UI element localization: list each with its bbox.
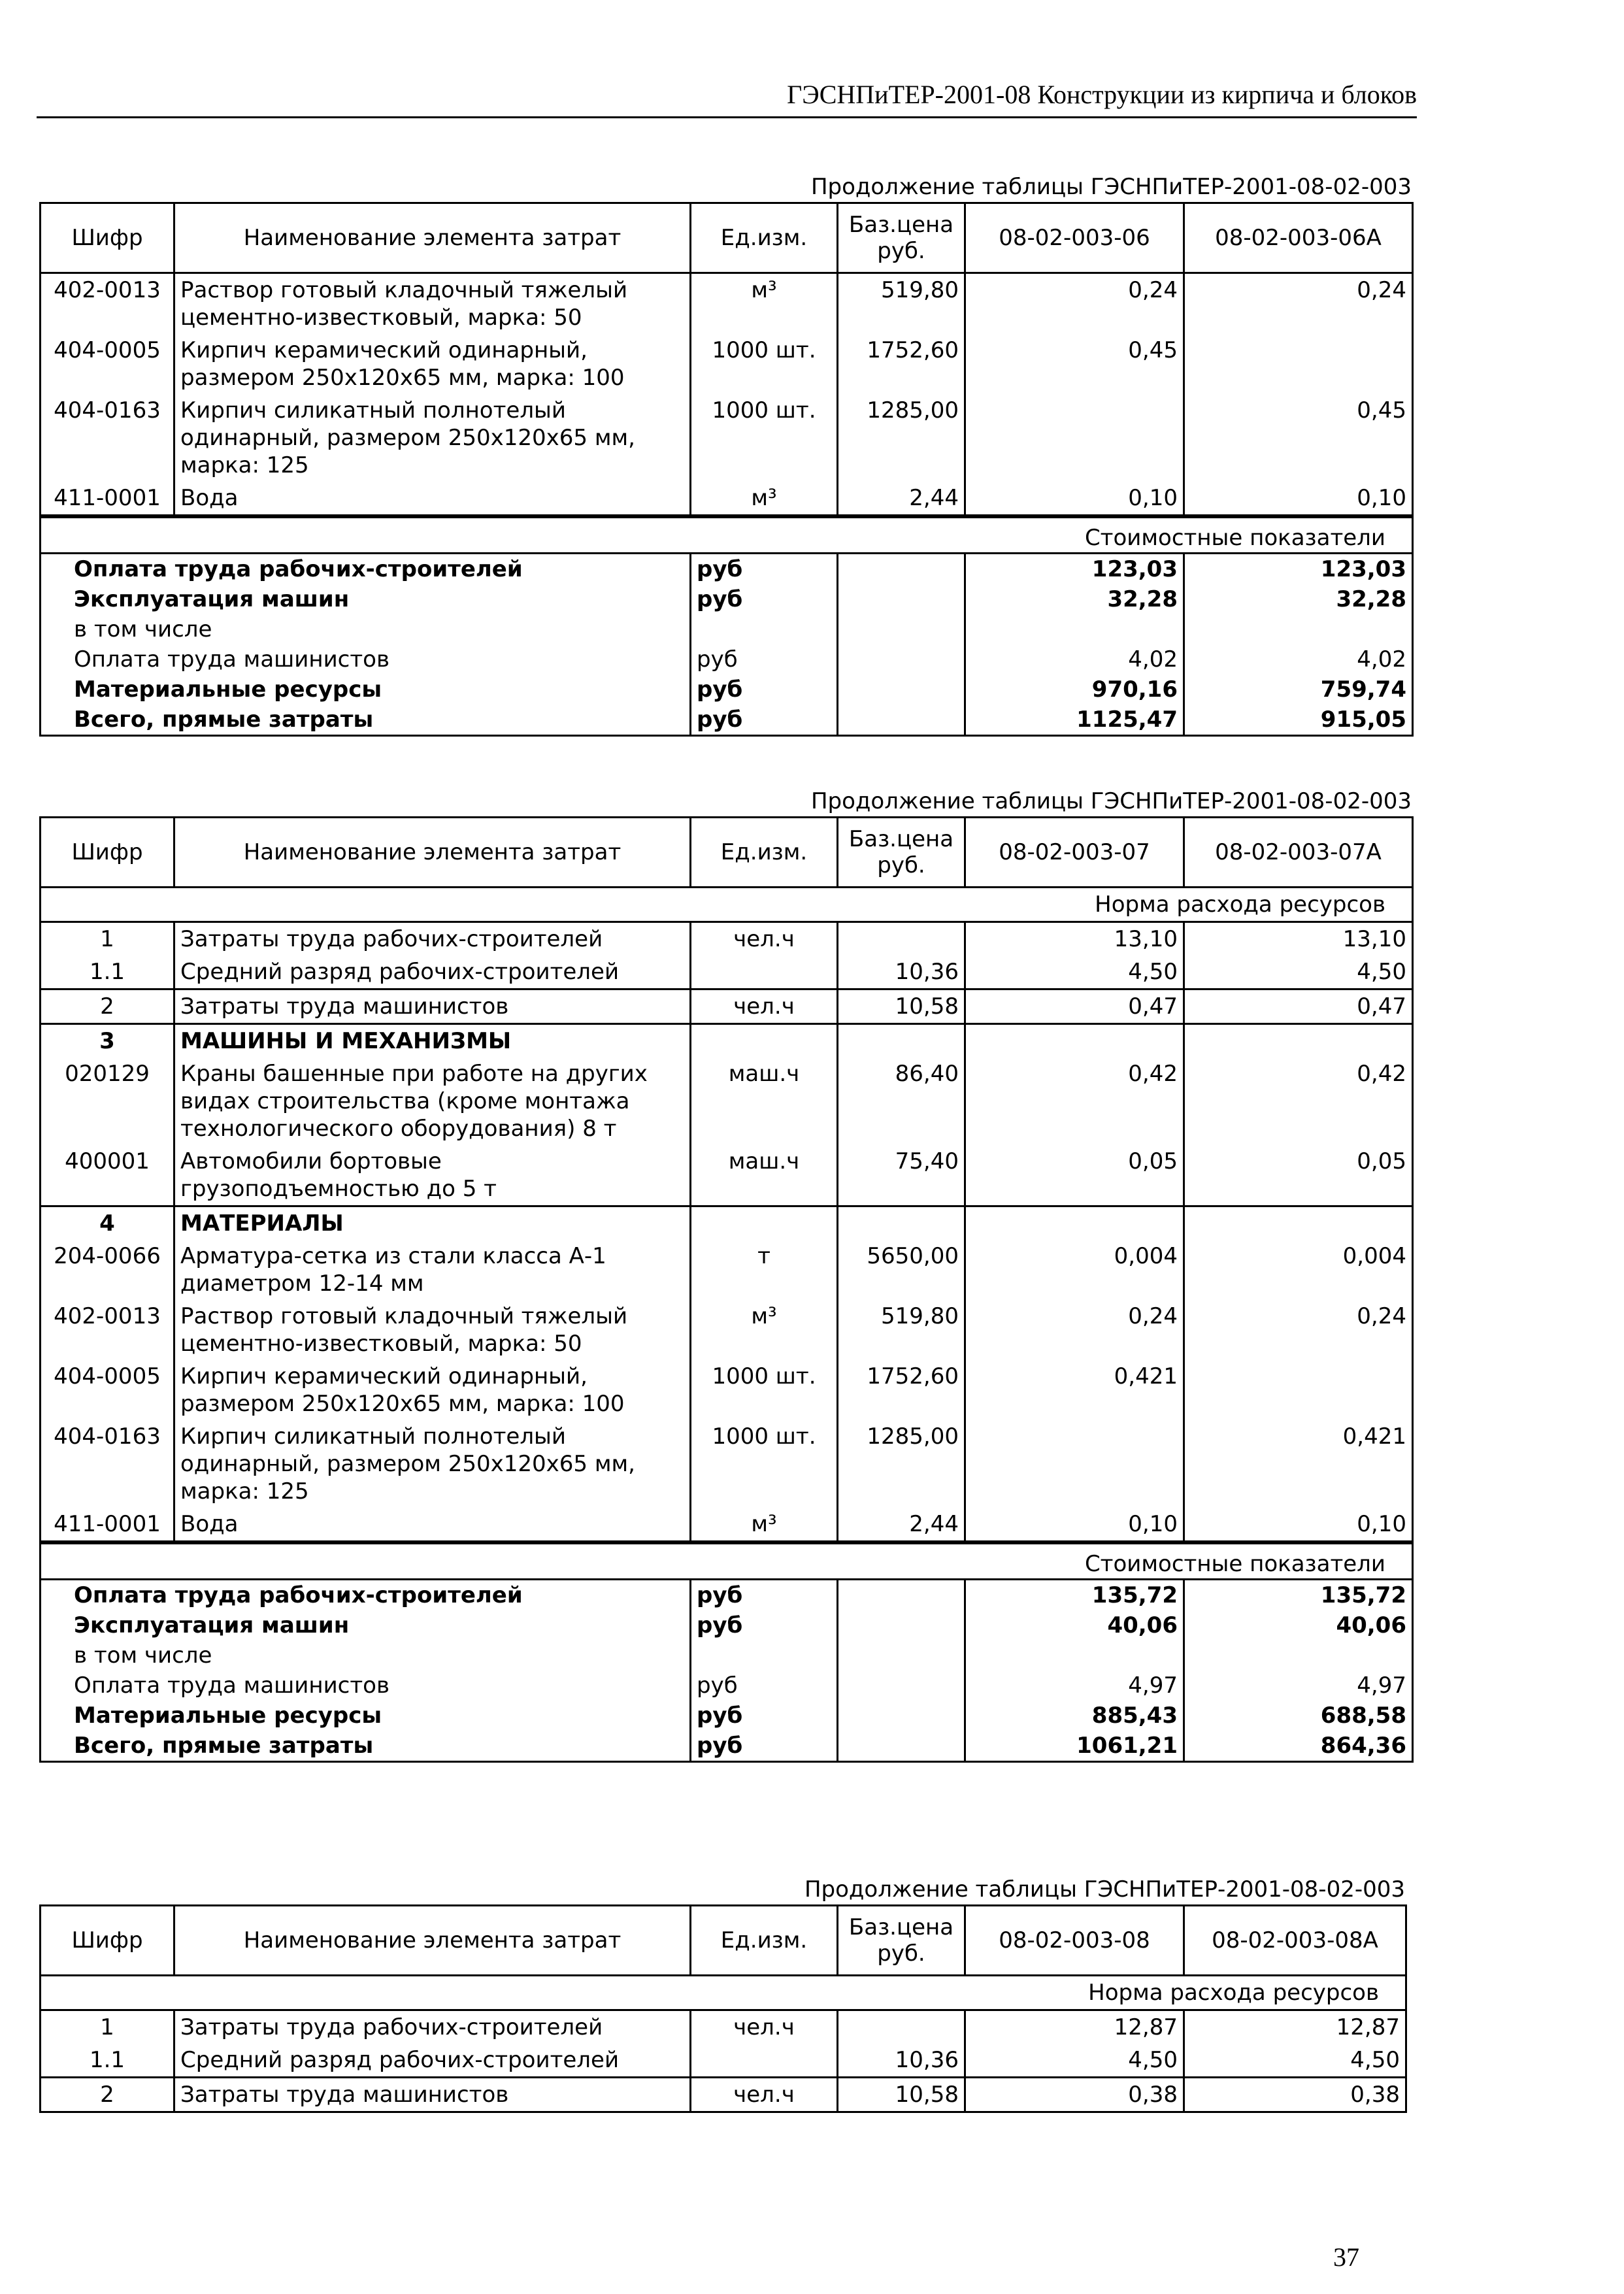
cell-unit: 1000 шт. xyxy=(691,334,838,394)
totals-price-empty xyxy=(838,644,965,674)
cell-price: 519,80 xyxy=(838,1300,965,1360)
cell-price: 10,36 xyxy=(838,2044,965,2078)
table-1-totals xyxy=(39,516,1414,737)
cell-code: 404-0163 xyxy=(41,394,174,482)
cell-code: 1 xyxy=(41,922,174,956)
cell-price: 86,40 xyxy=(838,1057,965,1145)
cell-price: 10,58 xyxy=(838,2078,965,2112)
cell-code: 1.1 xyxy=(41,2044,174,2078)
totals-price-empty xyxy=(838,674,965,705)
cell-name: Кирпич силикатный полнотелый одинарный, размером 250х120х65 мм, марка: 125 xyxy=(174,394,691,482)
totals-price-empty xyxy=(838,1731,965,1762)
cell-b: 13,10 xyxy=(1184,922,1413,956)
totals-label: Оплата труда машинистов xyxy=(74,646,390,673)
totals-price-empty xyxy=(838,705,965,736)
cell-price: 519,80 xyxy=(838,273,965,335)
page-header: ГЭСНПиТЕР-2001-08 Конструкции из кирпича и блоков xyxy=(37,78,1417,118)
totals-a: 885,43 xyxy=(965,1701,1184,1731)
cell-name: Вода xyxy=(174,1508,691,1542)
table-row xyxy=(41,1300,1413,1360)
page-number: 37 xyxy=(1333,2242,1359,2272)
totals-label: Материальные ресурсы xyxy=(74,676,382,703)
totals-unit xyxy=(691,1640,838,1671)
table-row xyxy=(41,482,1413,516)
cell-price xyxy=(838,922,965,956)
col-a-header: 08-02-003-07 xyxy=(965,818,1184,888)
cell-unit: м³ xyxy=(691,1300,838,1360)
table-caption: Продолжение таблицы ГЭСНПиТЕР-2001-08-02-003 xyxy=(804,1876,1405,1903)
totals-row xyxy=(41,1580,1413,1611)
totals-b: 915,05 xyxy=(1184,705,1413,736)
totals-row xyxy=(41,674,1413,705)
cell-price: 10,58 xyxy=(838,989,965,1024)
cell-b xyxy=(1184,1360,1413,1420)
cell-price: 1752,60 xyxy=(838,334,965,394)
cell-unit: 1000 шт. xyxy=(691,394,838,482)
cell-price: 1285,00 xyxy=(838,394,965,482)
cell-a: 13,10 xyxy=(965,922,1184,956)
col-a-header: 08-02-003-06 xyxy=(965,203,1184,273)
cell-b: 0,47 xyxy=(1184,989,1413,1024)
totals-b xyxy=(1184,614,1413,644)
table-row xyxy=(41,1240,1413,1300)
totals-unit: руб xyxy=(691,1731,838,1762)
cell-unit xyxy=(691,1206,838,1240)
cell-name: Кирпич керамический одинарный, размером 250х120х65 мм, марка: 100 xyxy=(174,334,691,394)
cell-unit: чел.ч xyxy=(691,2078,838,2112)
totals-a: 32,28 xyxy=(965,584,1184,614)
table-row xyxy=(41,1360,1413,1420)
table-2-grid xyxy=(39,816,1414,1542)
cell-a: 4,50 xyxy=(965,956,1184,989)
resource-table-3 xyxy=(39,1876,1405,2113)
totals-unit: руб xyxy=(691,644,838,674)
cell-b: 0,24 xyxy=(1184,273,1413,335)
cell-b xyxy=(1184,1206,1413,1240)
table-row xyxy=(41,2010,1406,2044)
cell-a: 0,42 xyxy=(965,1057,1184,1145)
col-price-header: Баз.цена руб. xyxy=(838,203,965,273)
cell-b: 0,38 xyxy=(1184,2078,1406,2112)
cell-code: 404-0163 xyxy=(41,1420,174,1508)
cell-unit: чел.ч xyxy=(691,2010,838,2044)
totals-a: 1125,47 xyxy=(965,705,1184,736)
col-b-header: 08-02-003-08А xyxy=(1184,1906,1406,1976)
table-row xyxy=(41,989,1413,1024)
totals-b xyxy=(1184,1640,1413,1671)
table-caption: Продолжение таблицы ГЭСНПиТЕР-2001-08-02-003 xyxy=(810,174,1412,200)
totals-b: 4,97 xyxy=(1184,1671,1413,1701)
cell-price: 75,40 xyxy=(838,1145,965,1206)
cell-b: 0,24 xyxy=(1184,1300,1413,1360)
cell-a: 0,004 xyxy=(965,1240,1184,1300)
cell-name: Арматура-сетка из стали класса А-1 диаметром 12-14 мм xyxy=(174,1240,691,1300)
totals-price-empty xyxy=(838,584,965,614)
totals-b: 4,02 xyxy=(1184,644,1413,674)
cell-a: 0,421 xyxy=(965,1360,1184,1420)
cell-a xyxy=(965,394,1184,482)
cell-code: 204-0066 xyxy=(41,1240,174,1300)
resource-table-2 xyxy=(39,788,1412,1763)
cell-name: Кирпич силикатный полнотелый одинарный, размером 250х120х65 мм, марка: 125 xyxy=(174,1420,691,1508)
totals-a xyxy=(965,1640,1184,1671)
cell-code: 3 xyxy=(41,1024,174,1058)
cell-a xyxy=(965,1420,1184,1508)
table-caption: Продолжение таблицы ГЭСНПиТЕР-2001-08-02-003 xyxy=(810,788,1412,814)
totals-price-empty xyxy=(838,1701,965,1731)
totals-price-empty xyxy=(838,614,965,644)
cell-unit xyxy=(691,956,838,989)
col-unit-header: Ед.изм. xyxy=(691,1906,838,1976)
totals-unit: руб xyxy=(691,705,838,736)
cell-b: 4,50 xyxy=(1184,2044,1406,2078)
resource-table-1 xyxy=(39,173,1412,737)
cell-code: 020129 xyxy=(41,1057,174,1145)
cell-a: 4,50 xyxy=(965,2044,1184,2078)
totals-unit: руб xyxy=(691,1671,838,1701)
cell-price: 5650,00 xyxy=(838,1240,965,1300)
cell-b: 0,004 xyxy=(1184,1240,1413,1300)
totals-price-empty xyxy=(838,1671,965,1701)
totals-label: Эксплуатация машин xyxy=(74,1612,350,1638)
totals-row xyxy=(41,1671,1413,1701)
table-row xyxy=(41,1508,1413,1542)
cell-price: 1752,60 xyxy=(838,1360,965,1420)
cell-b: 0,10 xyxy=(1184,1508,1413,1542)
col-code-header: Шифр xyxy=(41,1906,174,1976)
cell-code: 404-0005 xyxy=(41,334,174,394)
totals-a xyxy=(965,614,1184,644)
totals-label: Оплата труда рабочих-строителей xyxy=(41,554,691,585)
totals-b: 32,28 xyxy=(1184,584,1413,614)
col-code-header: Шифр xyxy=(41,203,174,273)
cell-name: Автомобили бортовые грузоподъемностью до 5 т xyxy=(174,1145,691,1206)
totals-row xyxy=(41,644,1413,674)
totals-row xyxy=(41,1701,1413,1731)
totals-label: Материальные ресурсы xyxy=(74,1703,382,1729)
col-unit-header: Ед.изм. xyxy=(691,203,838,273)
cell-code: 1.1 xyxy=(41,956,174,989)
table-row xyxy=(41,1057,1413,1145)
cell-unit: маш.ч xyxy=(691,1057,838,1145)
cell-unit: м³ xyxy=(691,482,838,516)
cell-name: Вода xyxy=(174,482,691,516)
cell-a: 0,47 xyxy=(965,989,1184,1024)
cell-unit: 1000 шт. xyxy=(691,1360,838,1420)
totals-a: 40,06 xyxy=(965,1610,1184,1640)
totals-unit xyxy=(691,614,838,644)
cell-a: 0,24 xyxy=(965,1300,1184,1360)
cell-a: 0,10 xyxy=(965,482,1184,516)
totals-row xyxy=(41,554,1413,585)
cell-b: 0,421 xyxy=(1184,1420,1413,1508)
table-row xyxy=(41,1206,1413,1240)
table-row xyxy=(41,1024,1413,1058)
table-row xyxy=(41,334,1413,394)
cell-a: 0,24 xyxy=(965,273,1184,335)
totals-unit: руб xyxy=(691,1701,838,1731)
totals-a: 4,02 xyxy=(965,644,1184,674)
cell-code: 411-0001 xyxy=(41,1508,174,1542)
cost-section-label: Стоимостные показатели xyxy=(41,1544,1413,1580)
table-row xyxy=(41,394,1413,482)
cell-b: 12,87 xyxy=(1184,2010,1406,2044)
cell-name: МАШИНЫ И МЕХАНИЗМЫ xyxy=(174,1024,691,1058)
cell-code: 400001 xyxy=(41,1145,174,1206)
totals-price-empty xyxy=(838,1580,965,1611)
totals-label: в том числе xyxy=(74,616,212,642)
table-1-grid xyxy=(39,202,1414,516)
cell-price: 2,44 xyxy=(838,1508,965,1542)
totals-row xyxy=(41,705,1413,736)
cell-b: 0,05 xyxy=(1184,1145,1413,1206)
cell-price: 1285,00 xyxy=(838,1420,965,1508)
cell-a xyxy=(965,1206,1184,1240)
table-row xyxy=(41,273,1413,335)
cell-unit: маш.ч xyxy=(691,1145,838,1206)
col-b-header: 08-02-003-07А xyxy=(1184,818,1413,888)
totals-row xyxy=(41,584,1413,614)
totals-label: Эксплуатация машин xyxy=(74,586,350,612)
cell-name: Затраты труда рабочих-строителей xyxy=(174,922,691,956)
cell-name: МАТЕРИАЛЫ xyxy=(174,1206,691,1240)
col-price-header: Баз.цена руб. xyxy=(838,818,965,888)
cell-b: 0,42 xyxy=(1184,1057,1413,1145)
totals-unit: руб xyxy=(691,674,838,705)
cost-section-label: Стоимостные показатели xyxy=(41,518,1413,554)
totals-label: в том числе xyxy=(74,1642,212,1669)
cell-b xyxy=(1184,334,1413,394)
col-price-header: Баз.цена руб. xyxy=(838,1906,965,1976)
cell-code: 411-0001 xyxy=(41,482,174,516)
table-row xyxy=(41,1420,1413,1508)
cell-a: 12,87 xyxy=(965,2010,1184,2044)
totals-label: Всего, прямые затраты xyxy=(74,1733,374,1759)
totals-a: 135,72 xyxy=(965,1580,1184,1611)
totals-b: 864,36 xyxy=(1184,1731,1413,1762)
table-row xyxy=(41,2044,1406,2078)
table-row xyxy=(41,1145,1413,1206)
cell-name: Раствор готовый кладочный тяжелый цементно-известковый, марка: 50 xyxy=(174,273,691,335)
totals-unit: руб xyxy=(691,584,838,614)
cell-name: Затраты труда машинистов xyxy=(174,2078,691,2112)
cell-name: Затраты труда машинистов xyxy=(174,989,691,1024)
table-row xyxy=(41,922,1413,956)
totals-b: 135,72 xyxy=(1184,1580,1413,1611)
col-name-header: Наименование элемента затрат xyxy=(174,203,691,273)
cell-name: Раствор готовый кладочный тяжелый цементно-известковый, марка: 50 xyxy=(174,1300,691,1360)
cell-unit: чел.ч xyxy=(691,922,838,956)
cell-a: 0,10 xyxy=(965,1508,1184,1542)
totals-a: 4,97 xyxy=(965,1671,1184,1701)
cell-unit: 1000 шт. xyxy=(691,1420,838,1508)
norm-section-label: Норма расхода ресурсов xyxy=(41,1976,1406,2010)
cell-name: Средний разряд рабочих-строителей xyxy=(174,2044,691,2078)
cell-price: 10,36 xyxy=(838,956,965,989)
totals-row xyxy=(41,1610,1413,1640)
cell-code: 4 xyxy=(41,1206,174,1240)
cell-a xyxy=(965,1024,1184,1058)
totals-row xyxy=(41,614,1413,644)
col-code-header: Шифр xyxy=(41,818,174,888)
cell-name: Затраты труда рабочих-строителей xyxy=(174,2010,691,2044)
totals-unit: руб xyxy=(691,554,838,585)
totals-row xyxy=(41,1731,1413,1762)
cell-price xyxy=(838,1206,965,1240)
cell-unit xyxy=(691,2044,838,2078)
col-unit-header: Ед.изм. xyxy=(691,818,838,888)
cell-code: 1 xyxy=(41,2010,174,2044)
cell-code: 2 xyxy=(41,2078,174,2112)
col-name-header: Наименование элемента затрат xyxy=(174,818,691,888)
col-a-header: 08-02-003-08 xyxy=(965,1906,1184,1976)
totals-a: 970,16 xyxy=(965,674,1184,705)
cell-code: 404-0005 xyxy=(41,1360,174,1420)
col-b-header: 08-02-003-06А xyxy=(1184,203,1413,273)
table-row xyxy=(41,956,1413,989)
totals-price-empty xyxy=(838,1640,965,1671)
cell-price xyxy=(838,2010,965,2044)
totals-a: 123,03 xyxy=(965,554,1184,585)
cell-a: 0,38 xyxy=(965,2078,1184,2112)
cell-price: 2,44 xyxy=(838,482,965,516)
cell-code: 402-0013 xyxy=(41,1300,174,1360)
totals-b: 759,74 xyxy=(1184,674,1413,705)
totals-b: 40,06 xyxy=(1184,1610,1413,1640)
cell-a: 0,05 xyxy=(965,1145,1184,1206)
totals-unit: руб xyxy=(691,1610,838,1640)
cell-code: 2 xyxy=(41,989,174,1024)
cell-unit: чел.ч xyxy=(691,989,838,1024)
cell-price xyxy=(838,1024,965,1058)
cell-name: Средний разряд рабочих-строителей xyxy=(174,956,691,989)
cell-b: 0,45 xyxy=(1184,394,1413,482)
cell-b: 4,50 xyxy=(1184,956,1413,989)
col-name-header: Наименование элемента затрат xyxy=(174,1906,691,1976)
cell-b: 0,10 xyxy=(1184,482,1413,516)
cell-unit: т xyxy=(691,1240,838,1300)
totals-a: 1061,21 xyxy=(965,1731,1184,1762)
totals-label: Всего, прямые затраты xyxy=(74,706,374,733)
norm-section-label: Норма расхода ресурсов xyxy=(41,888,1413,922)
totals-label: Оплата труда машинистов xyxy=(74,1672,390,1699)
totals-price-empty xyxy=(838,1610,965,1640)
cell-unit: м³ xyxy=(691,273,838,335)
totals-b: 123,03 xyxy=(1184,554,1413,585)
totals-price-empty xyxy=(838,554,965,585)
table-row xyxy=(41,2078,1406,2112)
table-2-totals xyxy=(39,1542,1414,1763)
table-3-grid xyxy=(39,1904,1407,2113)
totals-unit: руб xyxy=(691,1580,838,1611)
cell-b xyxy=(1184,1024,1413,1058)
totals-b: 688,58 xyxy=(1184,1701,1413,1731)
cell-name: Краны башенные при работе на других видах строительства (кроме монтажа технологического оборудования) 8 т xyxy=(174,1057,691,1145)
totals-label: Оплата труда рабочих-строителей xyxy=(41,1580,691,1611)
cell-name: Кирпич керамический одинарный, размером 250х120х65 мм, марка: 100 xyxy=(174,1360,691,1420)
cell-a: 0,45 xyxy=(965,334,1184,394)
cell-unit xyxy=(691,1024,838,1058)
cell-unit: м³ xyxy=(691,1508,838,1542)
cell-code: 402-0013 xyxy=(41,273,174,335)
totals-row xyxy=(41,1640,1413,1671)
